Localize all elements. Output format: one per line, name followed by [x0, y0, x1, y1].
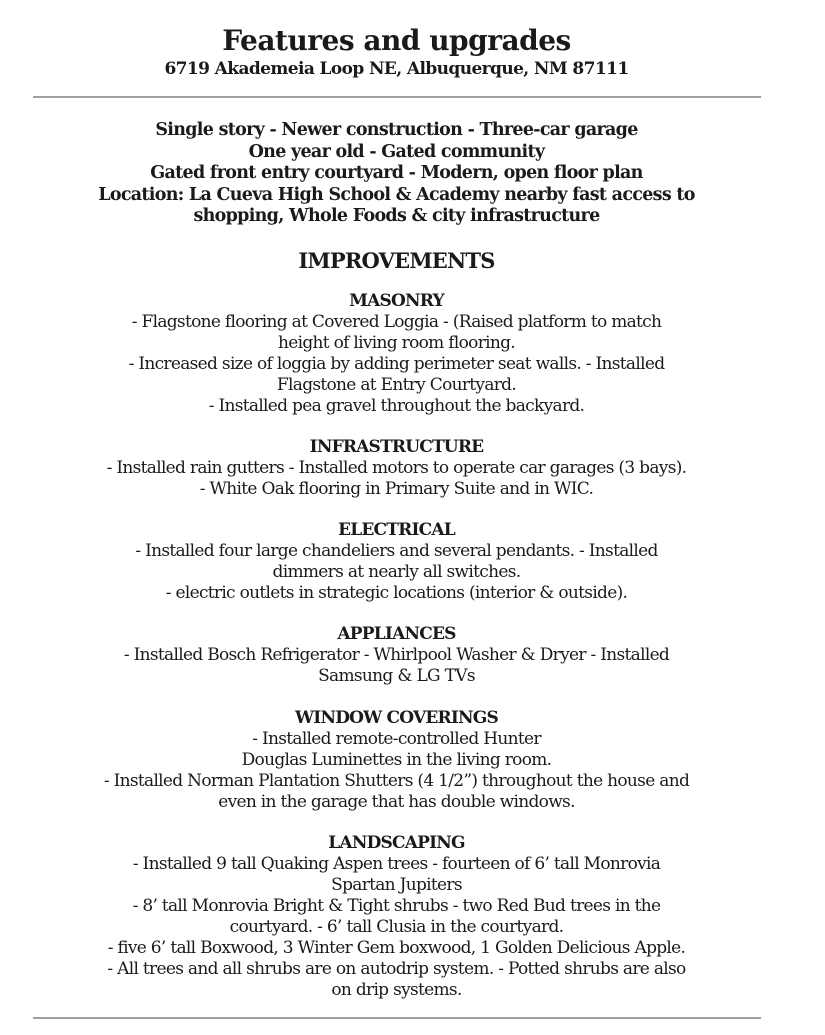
- section-line: - Installed remote-controlled Hunter: [252, 729, 541, 749]
- highlight-line: shopping, Whole Foods & city infrastructure: [193, 206, 600, 226]
- section-line: - Installed Norman Plantation Shutters (4 1/2”) throughout the house and: [103, 771, 690, 791]
- section-landscaping: [0, 833, 793, 1001]
- section-heading: WINDOW COVERINGS: [295, 708, 498, 728]
- section-line: even in the garage that has double windows.: [218, 792, 575, 812]
- section-line: - Installed rain gutters - Installed motors to operate car garages (3 bays).: [106, 458, 687, 478]
- highlight-line: Gated front entry courtyard - Modern, open floor plan: [150, 163, 643, 183]
- bottom-divider: [33, 1017, 761, 1019]
- section-line: - All trees and all shrubs are on autodrip system. - Potted shrubs are also: [107, 959, 686, 979]
- section-heading: LANDSCAPING: [328, 833, 465, 853]
- section-masonry: [0, 291, 793, 417]
- section-line: - Installed 9 tall Quaking Aspen trees - fourteen of 6’ tall Monrovia: [132, 854, 661, 874]
- property-highlights: [0, 120, 793, 228]
- section-line: Douglas Luminettes in the living room.: [241, 750, 552, 770]
- improvements-heading: IMPROVEMENTS: [298, 248, 495, 273]
- highlight-line: One year old - Gated community: [248, 141, 545, 162]
- section-line: - White Oak flooring in Primary Suite and in WIC.: [199, 479, 594, 499]
- property-address: 6719 Akademeia Loop NE, Albuquerque, NM 87111: [164, 59, 629, 79]
- section-line: - Installed four large chandeliers and several pendants. - Installed: [135, 541, 658, 561]
- section-line: - 8’ tall Monrovia Bright & Tight shrubs - two Red Bud trees in the: [132, 896, 661, 916]
- section-infrastructure: [0, 437, 793, 500]
- section-line: - Installed Bosch Refrigerator - Whirlpool Washer & Dryer - Installed: [123, 645, 670, 665]
- page-title: Features and upgrades: [222, 24, 571, 57]
- section-window-coverings: [0, 708, 793, 813]
- section-heading: ELECTRICAL: [338, 520, 455, 540]
- section-line: on drip systems.: [331, 980, 462, 1000]
- section-line: Flagstone at Entry Courtyard.: [276, 375, 517, 395]
- section-line: - Flagstone flooring at Covered Loggia - (Raised platform to match: [131, 312, 662, 332]
- top-divider: [33, 96, 761, 98]
- section-line: - electric outlets in strategic locations (interior & outside).: [165, 583, 628, 603]
- section-line: - Installed pea gravel throughout the backyard.: [208, 396, 585, 416]
- section-heading: MASONRY: [349, 291, 444, 311]
- section-line: dimmers at nearly all switches.: [272, 562, 521, 582]
- section-line: - Increased size of loggia by adding perimeter seat walls. - Installed: [128, 354, 665, 374]
- section-appliances: [0, 624, 793, 687]
- section-electrical: [0, 520, 793, 604]
- section-line: Spartan Jupiters: [331, 875, 462, 895]
- section-line: - five 6’ tall Boxwood, 3 Winter Gem boxwood, 1 Golden Delicious Apple.: [107, 938, 686, 958]
- section-line: courtyard. - 6’ tall Clusia in the courtyard.: [229, 917, 564, 937]
- section-line: Samsung & LG TVs: [318, 666, 475, 686]
- section-line: height of living room flooring.: [277, 333, 515, 353]
- highlight-line: Location: La Cueva High School & Academy nearby fast access to: [98, 184, 695, 205]
- section-heading: APPLIANCES: [337, 624, 456, 644]
- section-heading: INFRASTRUCTURE: [309, 437, 484, 457]
- highlight-line: Single story - Newer construction - Three-car garage: [155, 120, 638, 140]
